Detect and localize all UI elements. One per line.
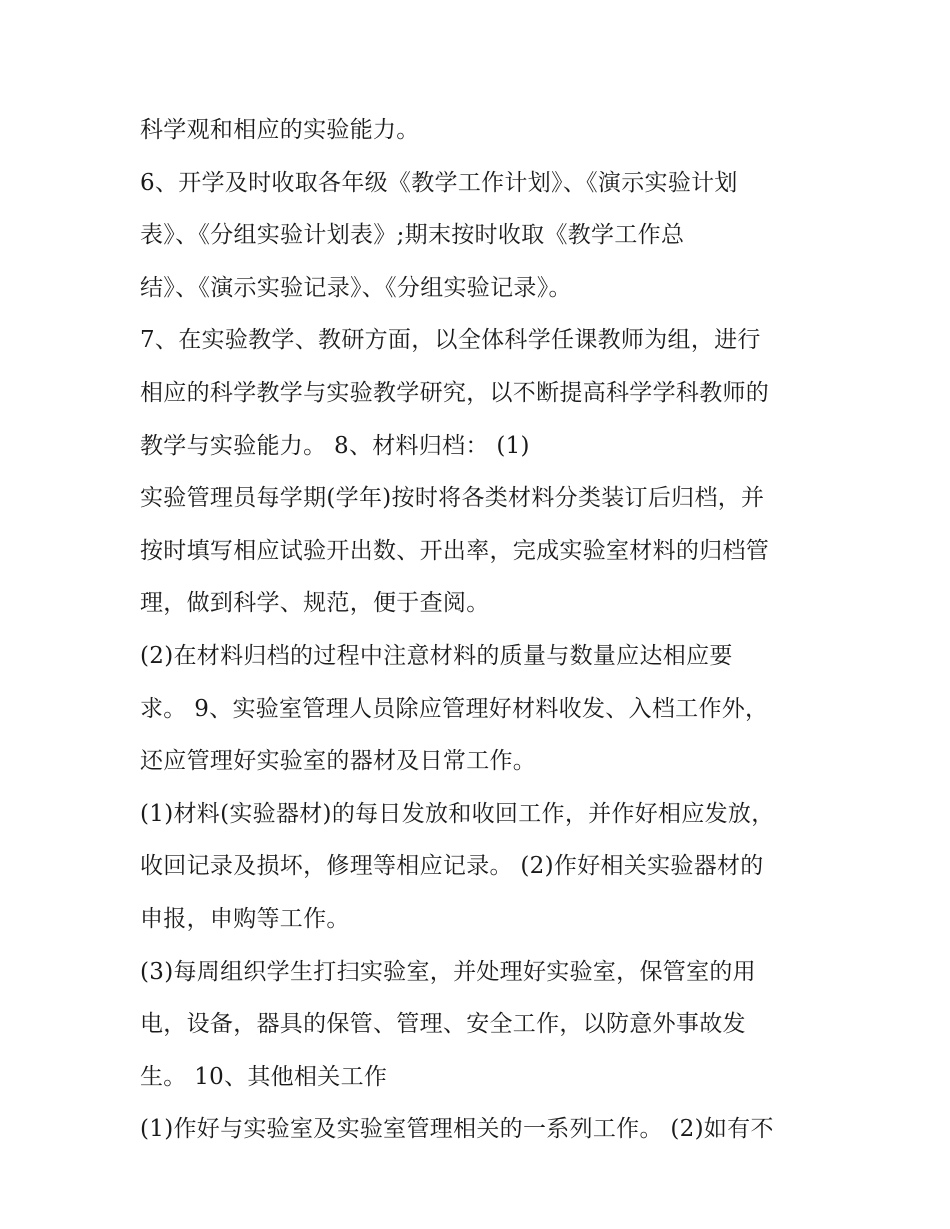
- text-line: 按时填写相应试验开出数、开出率，完成实验室材料的归档管: [140, 537, 770, 564]
- text-line: 实验管理员每学期(学年)按时将各类材料分类装订后归档，并: [140, 485, 765, 512]
- text-line: (1)材料(实验器材)的每日发放和收回工作，并作好相应发放，: [140, 800, 775, 827]
- document-body: [140, 104, 820, 1156]
- text-line: 表》、《分组实验计划表》;期末按时收取《教学工作总: [140, 222, 685, 249]
- text-line: 生。 10、其他相关工作: [140, 1063, 388, 1090]
- text-line: (1)作好与实验室及实验室管理相关的一系列工作。 (2)如有不: [140, 1116, 774, 1143]
- text-line: (2)在材料归档的过程中注意材料的质量与数量应达相应要: [140, 642, 733, 669]
- text-line: 理，做到科学、规范，便于查阅。: [140, 590, 490, 617]
- text-line: 相应的科学教学与实验教学研究，以不断提高科学学科教师的: [140, 379, 770, 406]
- text-line: 科学观和相应的实验能力。: [140, 117, 420, 143]
- text-line: 电，设备，器具的保管、管理、安全工作，以防意外事故发: [140, 1011, 746, 1038]
- text-line: 结》、《演示实验记录》、《分组实验记录》。: [140, 274, 572, 301]
- text-line: 申报，申购等工作。: [140, 905, 350, 932]
- text-line: 7、在实验教学、教研方面，以全体科学任课教师为组，进行: [140, 327, 761, 354]
- text-line: (3)每周组织学生打扫实验室，并处理好实验室，保管室的用: [140, 958, 756, 985]
- text-line: 教学与实验能力。 8、材料归档： (1): [140, 432, 530, 459]
- text-line: 还应管理好实验室的器材及日常工作。: [140, 748, 537, 775]
- text-line: 6、开学及时收取各年级《教学工作计划》、《演示实验计划: [140, 169, 738, 196]
- text-line: 求。 9、实验室管理人员除应管理好材料收发、入档工作外，: [140, 695, 769, 722]
- text-line: 收回记录及损坏，修理等相应记录。 (2)作好相关实验器材的: [140, 853, 764, 880]
